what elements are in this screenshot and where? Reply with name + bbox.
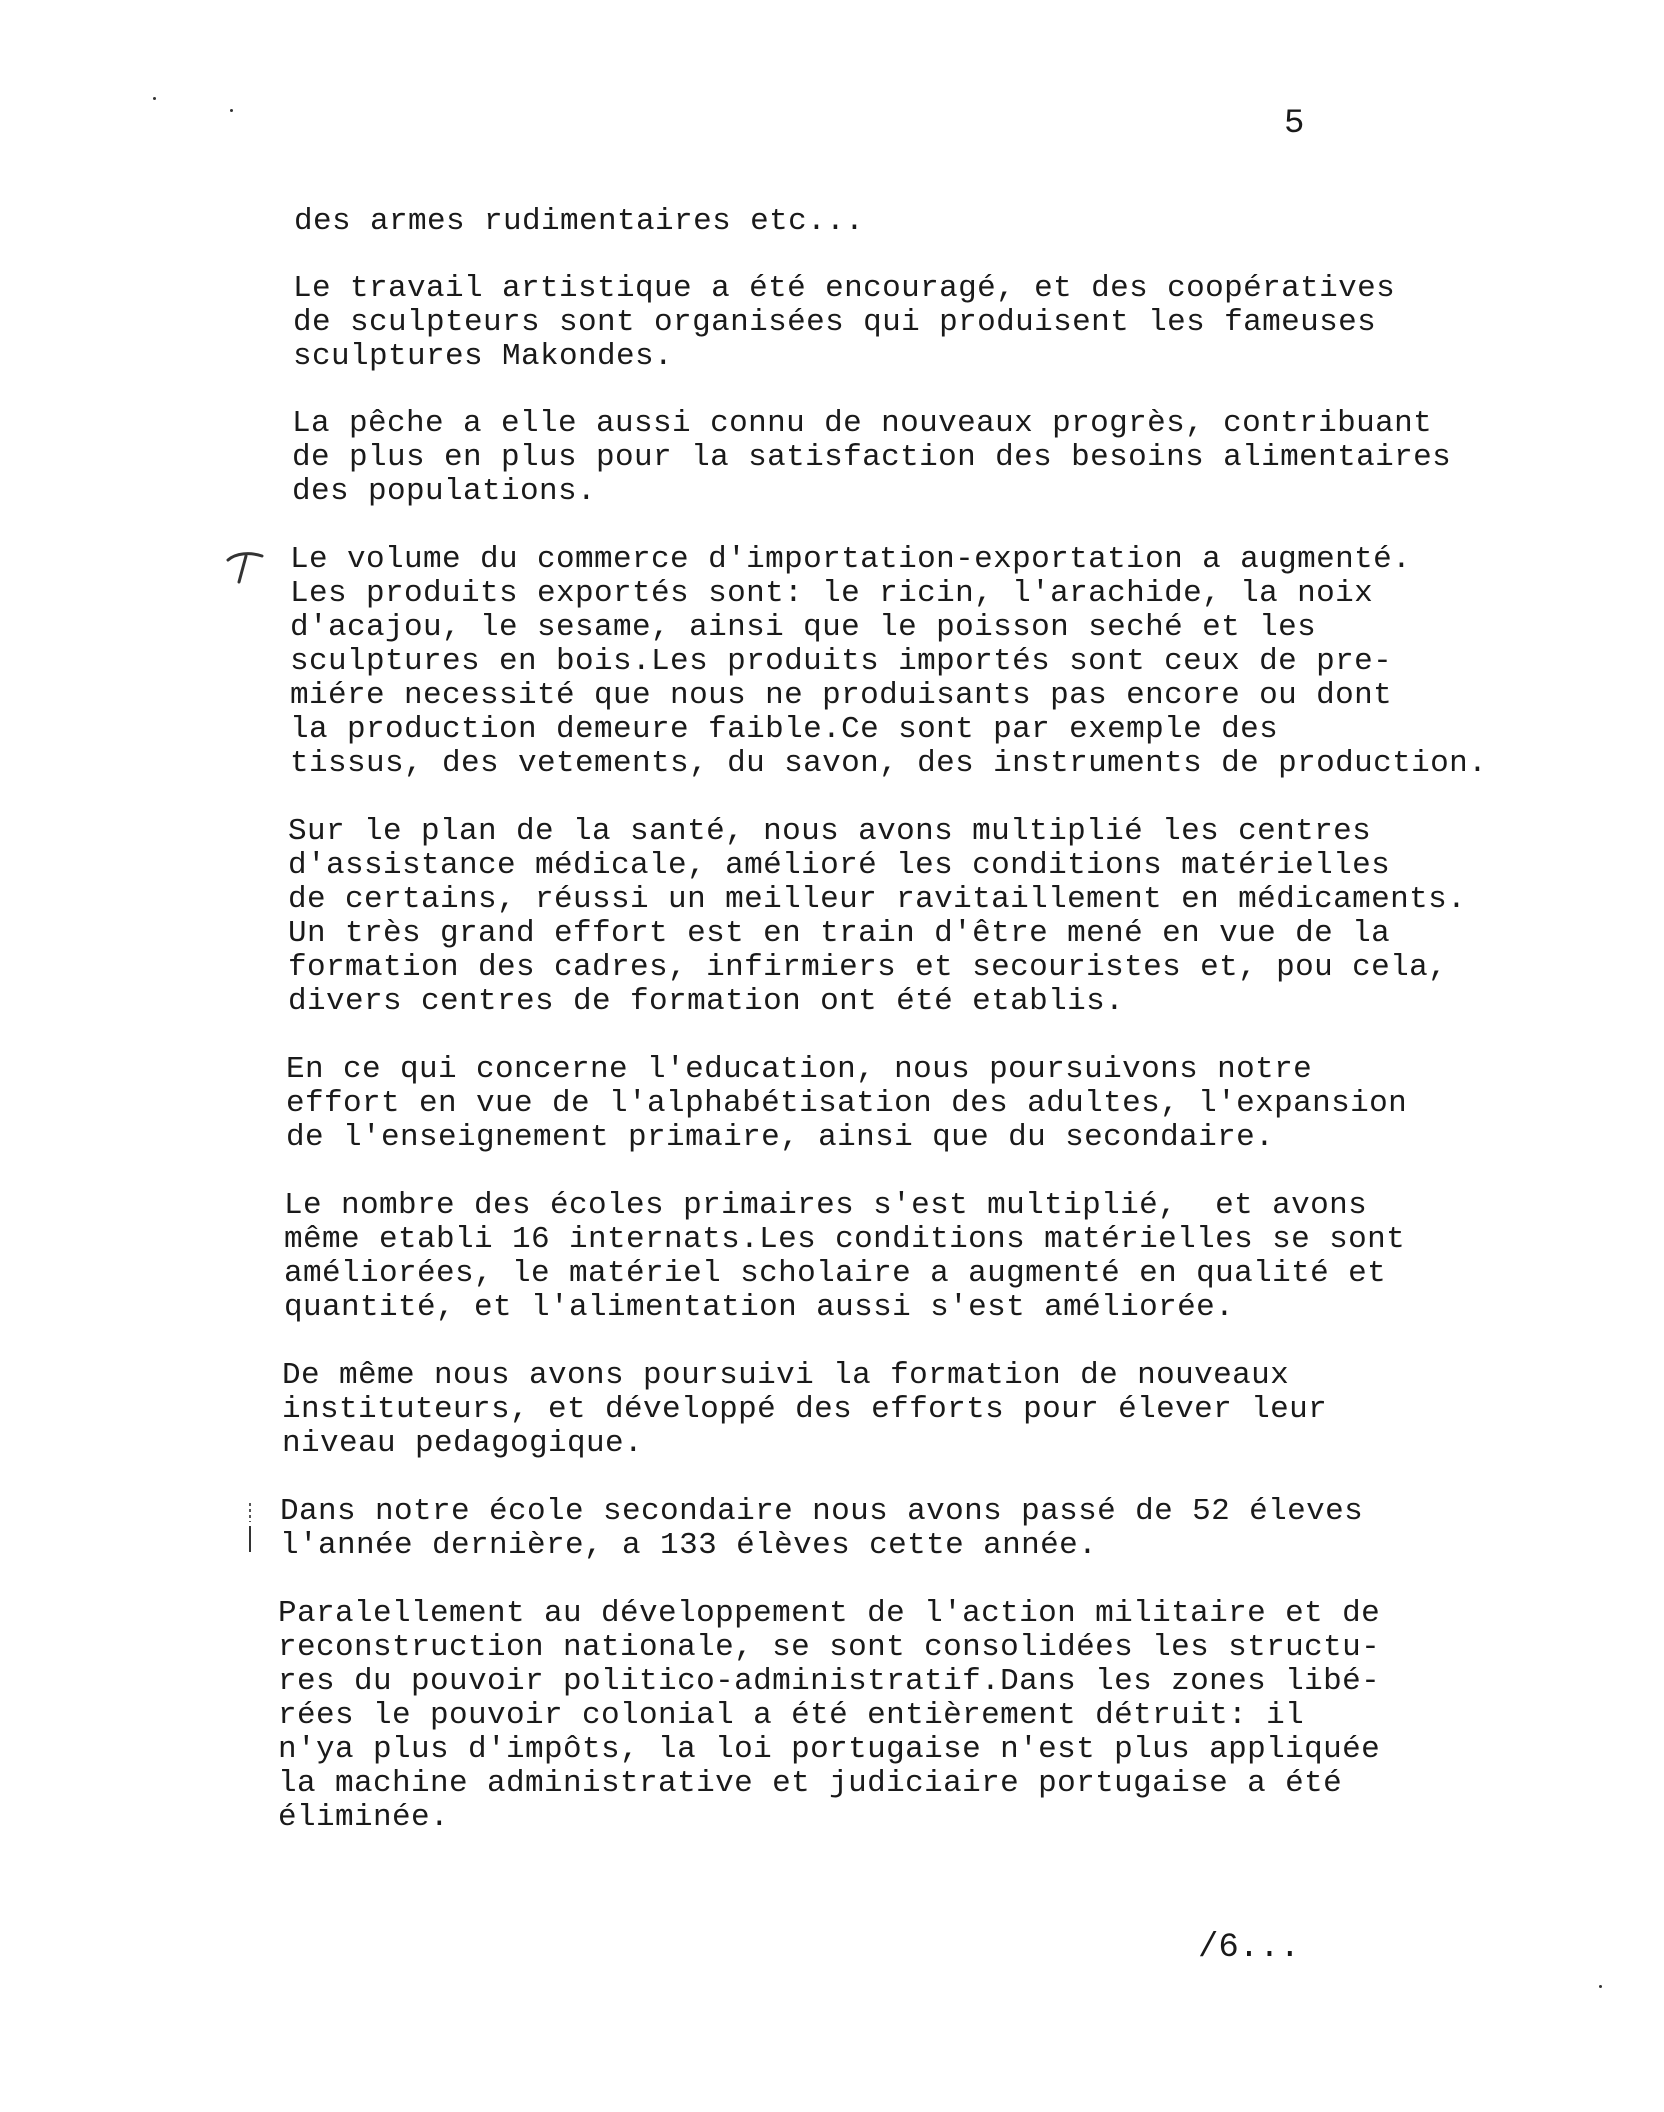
- text-line: reconstruction nationale, se sont consolidées les structu-: [278, 1630, 1381, 1665]
- text-line: de l'enseignement primaire, ainsi que du secondaire.: [286, 1120, 1275, 1155]
- text-line: rées le pouvoir colonial a été entièrement détruit: il: [278, 1698, 1305, 1733]
- page-number: 5: [1284, 105, 1305, 143]
- handwritten-margin-bar: [246, 1500, 254, 1554]
- stray-mark: [153, 97, 156, 100]
- text-line: niveau pedagogique.: [282, 1426, 644, 1461]
- text-line: Un très grand effort est en train d'être mené en vue de la: [288, 916, 1391, 951]
- text-line: Le travail artistique a été encouragé, et des coopératives: [293, 271, 1396, 306]
- text-line: divers centres de formation ont été etablis.: [288, 984, 1125, 1019]
- text-line: des armes rudimentaires etc...: [294, 204, 865, 239]
- continuation-marker: /6...: [1198, 1929, 1301, 1967]
- text-line: Paralellement au développement de l'action militaire et de: [278, 1596, 1381, 1631]
- text-line: formation des cadres, infirmiers et secouristes et, pou cela,: [288, 950, 1448, 985]
- text-line: même etabli 16 internats.Les conditions matérielles se sont: [284, 1222, 1406, 1257]
- text-line: La pêche a elle aussi connu de nouveaux progrès, contribuant: [292, 406, 1433, 441]
- text-line: sculptures Makondes.: [293, 339, 674, 374]
- text-line: effort en vue de l'alphabétisation des adultes, l'expansion: [286, 1086, 1408, 1121]
- text-line: tissus, des vetements, du savon, des instruments de production.: [290, 746, 1488, 781]
- text-line: quantité, et l'alimentation aussi s'est améliorée.: [284, 1290, 1235, 1325]
- text-line: d'acajou, le sesame, ainsi que le poisson seché et les: [290, 610, 1317, 645]
- text-line: De même nous avons poursuivi la formation de nouveaux: [282, 1358, 1290, 1393]
- text-line: de plus en plus pour la satisfaction des besoins alimentaires: [292, 440, 1452, 475]
- text-line: d'assistance médicale, amélioré les conditions matérielles: [288, 848, 1391, 883]
- text-line: res du pouvoir politico-administratif.Dans les zones libé-: [278, 1664, 1381, 1699]
- text-line: l'année dernière, a 133 élèves cette année.: [280, 1528, 1098, 1563]
- stray-mark: [230, 109, 233, 112]
- text-line: n'ya plus d'impôts, la loi portugaise n'est plus appliquée: [278, 1732, 1381, 1767]
- text-line: la machine administrative et judiciaire portugaise a été: [278, 1766, 1343, 1801]
- text-line: Le volume du commerce d'importation-exportation a augmenté.: [290, 542, 1412, 577]
- handwritten-margin-mark: [222, 548, 272, 588]
- text-line: de sculpteurs sont organisées qui produisent les fameuses: [293, 305, 1377, 340]
- text-line: sculptures en bois.Les produits importés sont ceux de pre-: [290, 644, 1393, 679]
- text-line: Sur le plan de la santé, nous avons multiplié les centres: [288, 814, 1372, 849]
- text-line: En ce qui concerne l'education, nous poursuivons notre: [286, 1052, 1313, 1087]
- text-line: miére necessité que nous ne produisants pas encore ou dont: [290, 678, 1393, 713]
- text-line: Dans notre école secondaire nous avons passé de 52 éleves: [280, 1494, 1364, 1529]
- text-line: instituteurs, et développé des efforts pour élever leur: [282, 1392, 1328, 1427]
- text-line: Les produits exportés sont: le ricin, l'arachide, la noix: [290, 576, 1374, 611]
- text-line: de certains, réussi un meilleur ravitaillement en médicaments.: [288, 882, 1467, 917]
- stray-mark: [1599, 1985, 1602, 1988]
- text-line: Le nombre des écoles primaires s'est multiplié, et avons: [284, 1188, 1368, 1223]
- text-line: améliorées, le matériel scholaire a augmenté en qualité et: [284, 1256, 1387, 1291]
- text-line: éliminée.: [278, 1800, 450, 1835]
- text-line: des populations.: [292, 474, 597, 509]
- text-line: la production demeure faible.Ce sont par exemple des: [290, 712, 1279, 747]
